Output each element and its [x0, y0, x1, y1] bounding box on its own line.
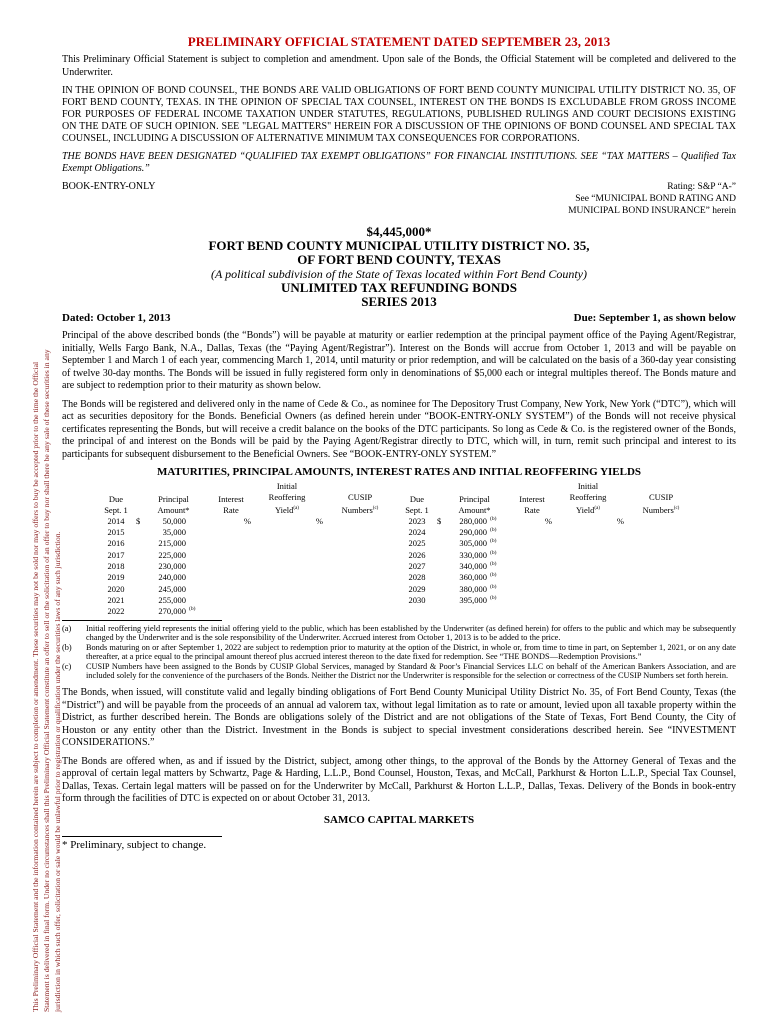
- maturity-year: 2019: [107, 572, 125, 583]
- offering-paragraph: The Bonds are offered when, as and if issued by the District, subject, among other things, to the approval of the Bonds by the Attorney General of Texas and the approval of certain legal matters by Schwartz, Page & Harding, L.L.P., Bond Counsel, Houston, Texas, and McCall, Parkhurst & Horton L.L.P., Special Tax Counsel, Dallas, Texas. Certain legal matters will be passed on for the Underwriter by McCall, Parkhurst & Horton L.L.P., Dallas, Texas. Delivery of the Bonds in book-entry form through the facilities of DTC is expected on or about October 31, 2013.: [62, 755, 736, 805]
- principal-amount: 245,000: [158, 583, 186, 594]
- maturity-row: [96, 527, 698, 538]
- maturity-year: 2017: [107, 549, 125, 560]
- rating-line: Rating: S&P “A-”: [667, 182, 736, 192]
- maturity-year: 2028: [408, 572, 426, 583]
- cusip-number: [323, 527, 397, 538]
- principal-amount: 290,000: [459, 527, 487, 538]
- dollar-sign: [437, 595, 449, 606]
- maturity-year: 2026: [408, 549, 426, 560]
- spacer-cell: [251, 595, 279, 606]
- reoffering-yield: [279, 550, 323, 561]
- issuer-county: OF FORT BEND COUNTY, TEXAS: [297, 252, 501, 267]
- interest-rate: [211, 550, 251, 561]
- spacer-cell: [552, 595, 580, 606]
- reoffering-yield: [279, 538, 323, 549]
- principal-amount: 230,000: [158, 561, 186, 572]
- empty-cell: [487, 606, 512, 617]
- principal-amount: 380,000: [459, 583, 487, 594]
- redemption-note: (b): [490, 549, 497, 556]
- dollar-sign: [136, 584, 148, 595]
- legend-line: jurisdiction in which such offer, solicitation or sale would be unlawful prior to registration or qualification under the securities laws of any such jurisdiction.: [53, 531, 62, 1012]
- issue-amount: $4,445,000*: [366, 224, 432, 239]
- interest-rate: [512, 595, 552, 606]
- principal-amount: 395,000: [459, 594, 487, 605]
- maturity-year: 2020: [107, 583, 125, 594]
- rating-line: MUNICIPAL BOND INSURANCE” herein: [568, 206, 736, 216]
- principal-amount: 240,000: [158, 572, 186, 583]
- header-rate: Interest Rate: [519, 493, 545, 515]
- reoffering-yield: [580, 538, 624, 549]
- cusip-number: [323, 572, 397, 583]
- reoffering-yield: [580, 550, 624, 561]
- reoffering-yield: [580, 572, 624, 583]
- cusip-number: [624, 561, 698, 572]
- maturity-year: 2024: [408, 527, 426, 538]
- maturity-year: 2030: [408, 594, 426, 605]
- interest-rate: [211, 538, 251, 549]
- redemption-note: (b): [490, 538, 497, 545]
- dollar-sign: $: [136, 515, 141, 526]
- reoffering-yield: [580, 595, 624, 606]
- maturity-row: [96, 606, 698, 617]
- empty-cell: [397, 606, 437, 617]
- maturity-row: [96, 538, 698, 549]
- dollar-sign: [136, 561, 148, 572]
- cusip-number: [624, 538, 698, 549]
- due-date: Due: September 1, as shown below: [573, 312, 736, 324]
- principal-amount: 50,000: [162, 515, 186, 526]
- maturity-year: 2018: [107, 561, 125, 572]
- principal-amount: 305,000: [459, 538, 487, 549]
- cusip-number: [323, 584, 397, 595]
- maturity-row: [96, 561, 698, 572]
- header-yield: Initial Reoffering Yield$^{(a)}$: [569, 481, 607, 515]
- interest-rate: [512, 572, 552, 583]
- header-cusip: CUSIP Numbers$^{(c)}$: [341, 492, 379, 515]
- spacer-cell: [552, 550, 580, 561]
- reoffering-yield: [279, 561, 323, 572]
- book-entry-paragraph: The Bonds will be registered and delivered only in the name of Cede & Co., as nominee for The Depository Trust Company, New York, New York (“DTC”), which will act as securities depository for the Bonds. Beneficial Owners (as defined herein under “BOOK-ENTRY-ONLY SYSTEM”) of the Bonds will not receive physical certificates representing the Bonds, but will receive a credit balance on the books of the DTC participants. So long as Cede & Co. is the registered owner of the Bonds, the principal of and interest on the Bonds will be paid by the Paying Agent/Registrar directly to DTC, which will, in turn, remit such principal and interest to its participants for subsequent disbursement to the Beneficial Owners. See “BOOK-ENTRY-ONLY SYSTEM.”: [62, 398, 736, 460]
- header-principal: Principal Amount*: [458, 493, 491, 515]
- interest-rate: [211, 595, 251, 606]
- header-cusip: CUSIP Numbers$^{(c)}$: [642, 492, 680, 515]
- redemption-note: [186, 584, 211, 595]
- spacer-cell: [251, 561, 279, 572]
- header-due: Due Sept. 1: [405, 493, 429, 515]
- principal-amount: 330,000: [459, 549, 487, 560]
- principal-amount: 280,000: [459, 515, 487, 526]
- dollar-sign: [437, 527, 449, 538]
- redemption-note: (b): [189, 606, 196, 613]
- interest-rate: [512, 550, 552, 561]
- interest-rate: [211, 527, 251, 538]
- dated-date: Dated: October 1, 2013: [62, 312, 171, 324]
- redemption-note: [186, 550, 211, 561]
- spacer-cell: [552, 572, 580, 583]
- reoffering-yield: [580, 527, 624, 538]
- empty-cell: [624, 606, 698, 617]
- footnote-a: (a) Initial reoffering yield represents the initial offering yield to the public, which has been established by the Underwriter (as defined herein) for offers to the public and which may be subsequently changed by the Underwriter and is the sole responsibility of the Underwriter. Accrued interest from October 1, 2013 is to be added to the price.: [62, 623, 736, 643]
- spacer-cell: [251, 606, 279, 617]
- dollar-sign: [136, 538, 148, 549]
- redemption-note: [186, 527, 211, 538]
- maturity-row: [96, 572, 698, 583]
- cusip-number: [624, 584, 698, 595]
- reoffering-yield: [279, 584, 323, 595]
- maturity-row: [96, 595, 698, 606]
- principal-amount: 225,000: [158, 549, 186, 560]
- redemption-note: (b): [490, 527, 497, 534]
- dollar-sign: [437, 538, 449, 549]
- reoffering-yield: %: [616, 515, 624, 526]
- rating-block: [568, 181, 736, 217]
- bond-type: UNLIMITED TAX REFUNDING BONDS: [280, 280, 518, 295]
- empty-cell: [512, 606, 552, 617]
- interest-rate: [211, 584, 251, 595]
- document-body: [62, 34, 736, 851]
- dollar-sign: [136, 606, 148, 617]
- maturity-year: 2021: [107, 594, 125, 605]
- document-title: PRELIMINARY OFFICIAL STATEMENT DATED SEPTEMBER 23, 2013: [187, 34, 611, 49]
- spacer-cell: [552, 538, 580, 549]
- maturity-year: 2016: [107, 538, 125, 549]
- cusip-number: [624, 527, 698, 538]
- dollar-sign: [136, 550, 148, 561]
- reoffering-yield: [279, 606, 323, 617]
- obligation-paragraph: The Bonds, when issued, will constitute valid and legally binding obligations of Fort Bend County Municipal Utility District No. 35, of Fort Bend County, Texas (the “District”) and will be payable from the proceeds of an annual ad valorem tax, without legal limitation as to rate or amount, levied upon all taxable property within the District, as further described herein. The Bonds are obligations solely of the District and are not obligations of the State of Texas, Fort Bend County, the City of Houston or any entity other than the District. Investment in the Bonds is subject to special investment considerations described herein. See “INVESTMENT CONSIDERATIONS.”: [62, 687, 736, 749]
- spacer-cell: [251, 550, 279, 561]
- spacer-cell: [251, 538, 279, 549]
- rating-line: See “MUNICIPAL BOND RATING AND: [575, 194, 736, 204]
- redemption-note: (b): [490, 594, 497, 601]
- principal-amount: 35,000: [162, 527, 186, 538]
- payment-paragraph: Principal of the above described bonds (the “Bonds”) will be payable at maturity or earlier redemption at the principal payment office of the Paying Agent/Registrar, initially, Wells Fargo Bank, N.A., Dallas, Texas (the “Paying Agent/Registrar”). Interest on the Bonds will accrue from October 1, 2013 and will be payable on September 1 and March 1 of each year, commencing March 1, 2014, until maturity or prior redemption, and will be calculated on the basis of a 360-day year consisting of twelve 30-day months. The Bonds will be issued in fully registered form only in denominations of $5,000 each or integral multiples thereof. The Bonds mature and are subject to redemption prior to their maturity as shown below.: [62, 330, 736, 391]
- interest-rate: [512, 527, 552, 538]
- reoffering-yield: [279, 572, 323, 583]
- dollar-sign: [136, 572, 148, 583]
- maturity-schedule-table: [96, 481, 698, 618]
- footnote-b: (b) Bonds maturing on or after September 1, 2022 are subject to redemption prior to maturity at the option of the District, in whole or, from time to time in part, on September 1, 2021, or on any date thereafter, at a price equal to the principal amount thereof plus accrued interest thereon to the date fixed for redemption. See “THE BONDS—Redemption Provisions.”: [62, 642, 736, 662]
- cusip-number: [624, 516, 698, 527]
- interest-rate: [512, 538, 552, 549]
- empty-cell: [580, 606, 624, 617]
- bond-counsel-opinion: IN THE OPINION OF BOND COUNSEL, THE BONDS ARE VALID OBLIGATIONS OF FORT BEND COUNTY MUNICIPAL UTILITY DISTRICT NO. 35, OF FORT BEND COUNTY, TEXAS. IN THE OPINION OF SPECIAL TAX COUNSEL, INTEREST ON THE BONDS IS EXCLUDABLE FROM GROSS INCOME FOR PURPOSES OF FEDERAL INCOME TAXATION UNDER STATUTES, REGULATIONS, PUBLISHED RULINGS AND COURT DECISIONS EXISTING ON THE DATE OF SUCH OPINION. SEE "LEGAL MATTERS" HEREIN FOR A DISCUSSION OF THE OPINIONS OF BOND COUNSEL AND SPECIAL TAX COUNSEL, INCLUDING A DISCUSSION OF ALTERNATIVE MINIMUM TAX CONSEQUENCES FOR CORPORATIONS.: [62, 85, 736, 144]
- reoffering-yield: [279, 595, 323, 606]
- redemption-note: [186, 538, 211, 549]
- reoffering-yield: %: [315, 515, 323, 526]
- redemption-note: [186, 561, 211, 572]
- cusip-number: [624, 550, 698, 561]
- issuer-description: (A political subdivision of the State of Texas located within Fort Bend County): [211, 267, 587, 281]
- maturity-row: [96, 516, 698, 527]
- dollar-sign: [136, 595, 148, 606]
- principal-amount: 255,000: [158, 594, 186, 605]
- spacer-cell: [552, 561, 580, 572]
- legend-sidebar: [0, 0, 60, 1024]
- intro-paragraph: This Preliminary Official Statement is subject to completion and amendment. Upon sale of the Bonds, the Official Statement will be completed and delivered to the Underwriter.: [62, 54, 736, 78]
- interest-rate: [512, 584, 552, 595]
- dollar-sign: [136, 527, 148, 538]
- cusip-number: [323, 595, 397, 606]
- maturity-year: 2025: [408, 538, 426, 549]
- underwriter-name: SAMCO CAPITAL MARKETS: [323, 813, 475, 826]
- footnote-rule: [62, 620, 222, 621]
- redemption-note: (b): [490, 515, 497, 522]
- redemption-note: (b): [490, 561, 497, 568]
- principal-amount: 360,000: [459, 572, 487, 583]
- interest-rate: %: [243, 515, 251, 526]
- issuer-name: FORT BEND COUNTY MUNICIPAL UTILITY DISTRICT NO. 35,: [208, 238, 590, 253]
- reoffering-yield: [580, 584, 624, 595]
- header-due: Due Sept. 1: [104, 493, 128, 515]
- spacer-cell: [251, 516, 279, 527]
- qualified-tax-exempt-note: THE BONDS HAVE BEEN DESIGNATED “QUALIFIED TAX EXEMPT OBLIGATIONS” FOR FINANCIAL INSTITUTIONS. SEE “TAX MATTERS – Qualified Tax Exempt Obligations.”: [62, 151, 736, 174]
- maturity-year: 2014: [107, 515, 125, 526]
- empty-cell: [552, 606, 580, 617]
- reoffering-yield: [279, 527, 323, 538]
- cusip-number: [624, 572, 698, 583]
- maturity-year: 2015: [107, 527, 125, 538]
- header-principal: Principal Amount*: [157, 493, 190, 515]
- legend-line: This Preliminary Official Statement and the information contained herein are subject to completion or amendment. These securities may not be sold nor may offers to buy be accepted prior to the time the Official: [31, 361, 40, 1012]
- spacer-cell: [552, 584, 580, 595]
- dollar-sign: $: [437, 515, 442, 526]
- principal-amount: 215,000: [158, 538, 186, 549]
- redemption-note: (b): [490, 583, 497, 590]
- principal-amount: 340,000: [459, 561, 487, 572]
- cusip-number: [323, 561, 397, 572]
- interest-rate: [211, 606, 251, 617]
- maturity-year: 2027: [408, 561, 426, 572]
- legend-line: Statement is delivered in final form. Under no circumstances shall this Preliminary Official Statement constitute an offer to sell or the solicitation of an offer to buy nor shall there be any sale of these securities in any: [42, 349, 51, 1012]
- interest-rate: [512, 561, 552, 572]
- dollar-sign: [437, 584, 449, 595]
- red-herring-legend: [30, 12, 63, 1012]
- cusip-number: [323, 516, 397, 527]
- redemption-note: [186, 595, 211, 606]
- spacer-cell: [251, 584, 279, 595]
- interest-rate: %: [544, 515, 552, 526]
- principal-amount: 270,000: [158, 606, 186, 617]
- interest-rate: [211, 561, 251, 572]
- interest-rate: [211, 572, 251, 583]
- redemption-note: [186, 516, 211, 527]
- cusip-number: [624, 595, 698, 606]
- maturity-row: [96, 550, 698, 561]
- header-rate: Interest Rate: [218, 493, 244, 515]
- footnote-c: (c) CUSIP Numbers have been assigned to the Bonds by CUSIP Global Services, managed by Standard & Poor’s Financial Services LLC on behalf of the American Bankers Association, and are included solely for the convenience of the purchasers of the Bonds. Neither the District nor the Underwriter is responsible for the selection or correctness of the CUSIP Numbers set forth herein.: [62, 661, 736, 681]
- redemption-note: [186, 572, 211, 583]
- maturities-title: MATURITIES, PRINCIPAL AMOUNTS, INTEREST RATES AND INITIAL REOFFERING YIELDS: [156, 466, 642, 478]
- preliminary-rule: [62, 836, 222, 837]
- cusip-number: [323, 538, 397, 549]
- empty-cell: [449, 606, 487, 617]
- maturity-row: [96, 584, 698, 595]
- spacer-cell: [552, 516, 580, 527]
- bond-series: SERIES 2013: [361, 294, 437, 309]
- issue-heading: [62, 225, 736, 309]
- cusip-number: [323, 550, 397, 561]
- header-yield: Initial Reoffering Yield$^{(a)}$: [268, 481, 306, 515]
- redemption-note: (b): [490, 572, 497, 579]
- book-entry-label: BOOK-ENTRY-ONLY: [62, 181, 156, 192]
- reoffering-yield: [580, 561, 624, 572]
- dollar-sign: [437, 561, 449, 572]
- spacer-cell: [251, 572, 279, 583]
- spacer-cell: [251, 527, 279, 538]
- maturity-year: 2022: [107, 606, 125, 617]
- preliminary-footnote: * Preliminary, subject to change.: [62, 838, 207, 851]
- spacer-cell: [552, 527, 580, 538]
- empty-cell: [437, 606, 449, 617]
- cusip-number: [323, 606, 397, 617]
- dollar-sign: [437, 550, 449, 561]
- maturity-year: 2023: [408, 515, 426, 526]
- maturity-year: 2029: [408, 583, 426, 594]
- dollar-sign: [437, 572, 449, 583]
